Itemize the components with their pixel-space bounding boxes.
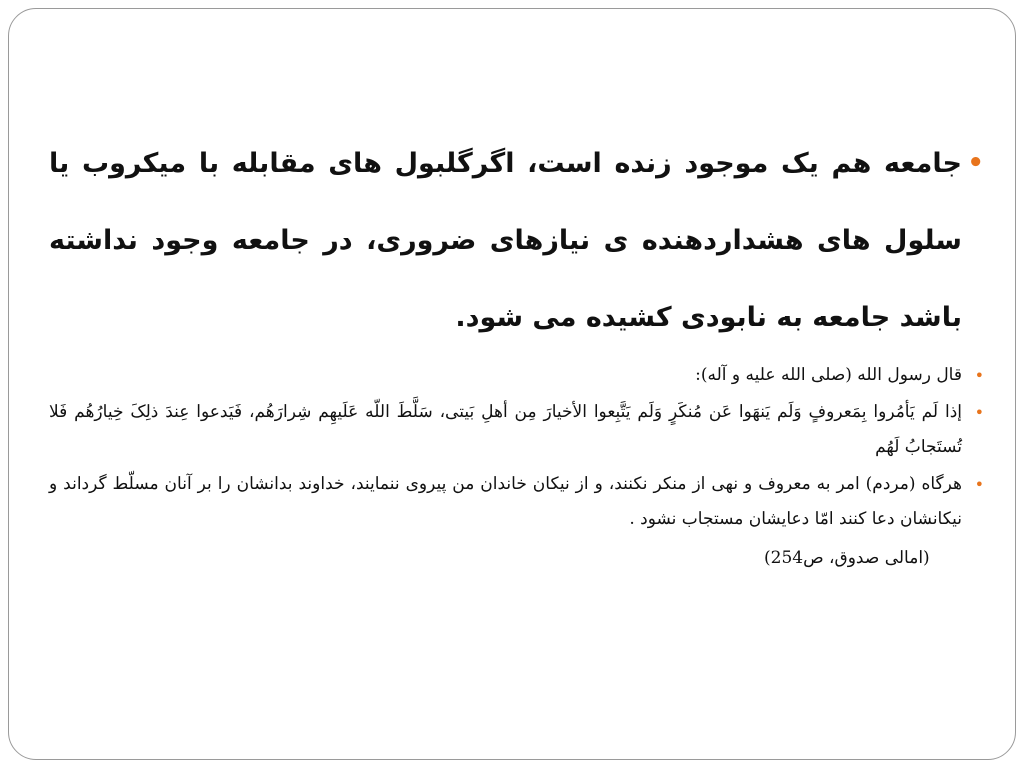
source-reference: (امالی صدوق، ص254) bbox=[764, 548, 930, 568]
bullet-dot-icon: • bbox=[974, 403, 984, 422]
main-paragraph: جامعه هم یک موجود زنده است، اگرگلبول های مقابله با میکروب یا سلول های هشداردهنده ی نیازهای ضروری، در جامعه وجود نداشته باشد جامعه به نابودی کشیده می شود. bbox=[49, 148, 962, 333]
hadith-translation-text: هرگاه (مردم) امر به معروف و نهی از منکر نکنند، و از نیکان خاندان من پیروی ننمایند، خداوند بدانشان را بر آنان مسلّط گرداند و نیکانشان دعا کنند امّا دعایشان مستجاب نشود . bbox=[49, 474, 962, 529]
slide-content bbox=[49, 133, 984, 576]
bullet-dot-icon: • bbox=[974, 366, 984, 385]
hadith-arabic-item bbox=[49, 395, 984, 465]
bullet-dot-icon: • bbox=[967, 148, 984, 178]
hadith-arabic-text: إذا لَم یَأمُروا بِمَعروفٍ وَلَم یَنهَوا عَن مُنکَرٍ وَلَم یَتَّبِعوا الأخیارَ مِن أهلِ بَیتی، سَلَّطَ اللّه عَلَیهِم شِرارَهُم، فَیَدعوا عِندَ ذلِکَ خِیارُهُم فَلا تُستَجابُ لَهُم bbox=[49, 402, 962, 457]
slide-frame bbox=[8, 8, 1016, 760]
hadith-intro-item bbox=[49, 358, 984, 393]
bullet-dot-icon: • bbox=[974, 475, 984, 494]
hadith-translation-item bbox=[49, 467, 984, 537]
hadith-intro-text: قال رسول الله (صلی الله علیه و آله): bbox=[695, 365, 962, 385]
main-bullet-item bbox=[49, 125, 984, 356]
